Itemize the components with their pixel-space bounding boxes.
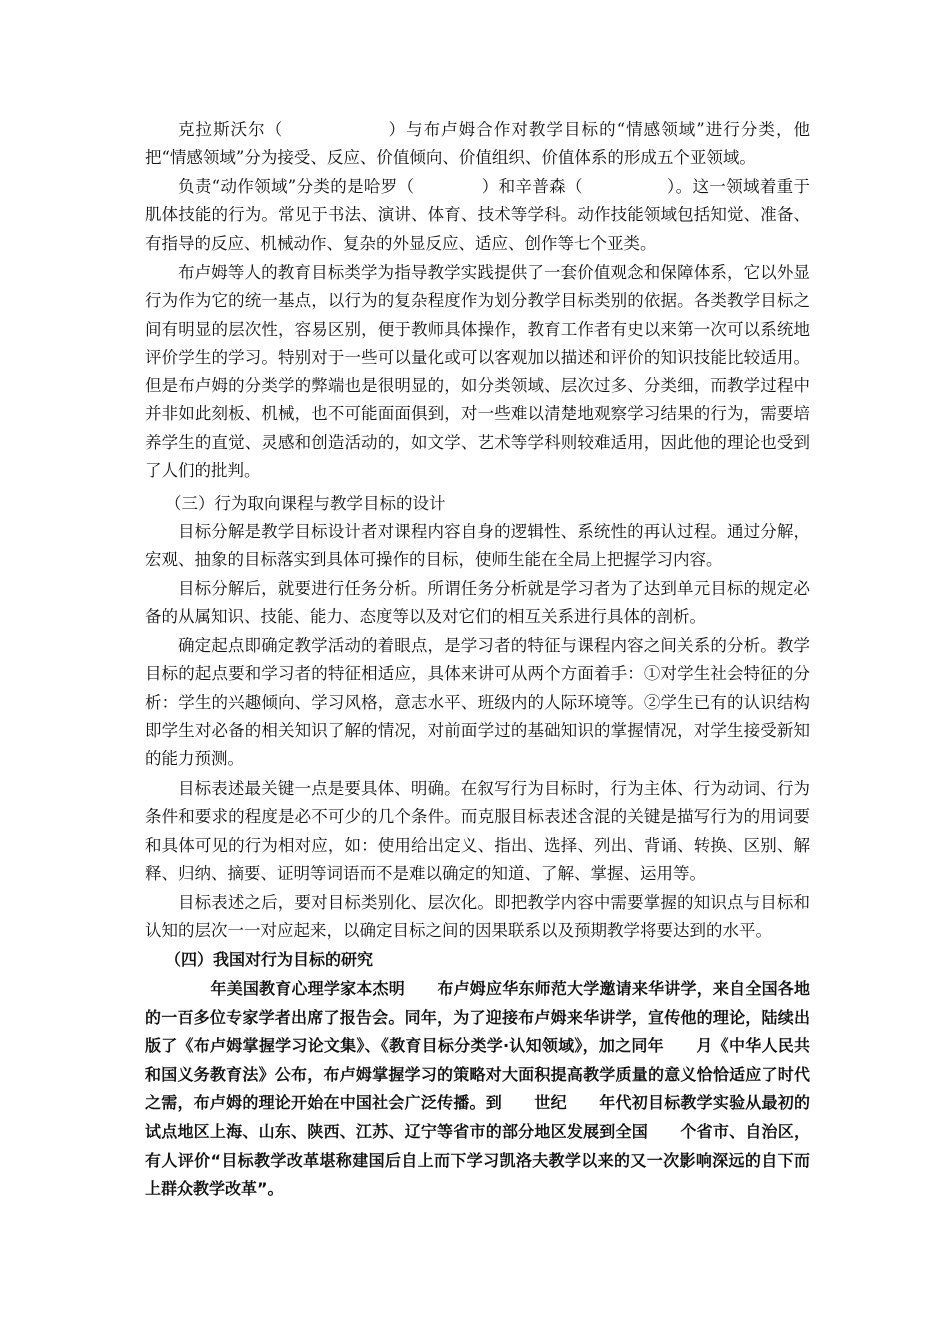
paragraph-goal-decomposition: 目标分解是教学目标设计者对课程内容自身的逻辑性、系统性的再认过程。通过分解，宏观、抽象的目标落实到具体可操作的目标，使师生能在全局上把握学习内容。: [145, 522, 810, 570]
paragraph-krathwohl: 克拉斯沃尔（ ）与布卢姆合作对教学目标的“情感领域”进行分类，他把“情感领域”分为接受、反应、价值倾向、价值组织、价值体系的形成五个亚领域。: [145, 120, 810, 168]
paragraph-task-analysis: 目标分解后，就要进行任务分析。所谓任务分析就是学习者为了达到单元目标的规定必备的从属知识、技能、能力、态度等以及对它们的相互关系进行具体的剖析。: [145, 579, 810, 627]
paragraph-bloom-evaluation: 布卢姆等人的教育目标类学为指导教学实践提供了一套价值观念和保障体系，它以外显行为作为它的统一基点，以行为的复杂程度作为划分教学目标类别的依据。各类教学目标之间有明显的层次性，容易区别，便于教师具体操作，教育工作者有史以来第一次可以系统地评价学生的学习。特别对于一些可以量化或可以客观加以描述和评价的知识技能比较适用。但是布卢姆的分类学的弊端也是很明显的，如分类领域、层次过多、分类细，而教学过程中并非如此刻板、机械，也不可能面面俱到，对一些难以清楚地观察学习结果的行为，需要培养学生的直觉、灵感和创造活动的，如文学、艺术等学科则较难适用，因此他的理论也受到了人们的批判。: [145, 263, 810, 481]
section-heading-3: （三）行为取向课程与教学目标的设计: [165, 494, 446, 513]
paragraph-china-research: 年美国教育心理学家本杰明 布卢姆应华东师范大学邀请来华讲学，来自全国各地的一百多位专家学者出席了报告会。同年，为了迎接布卢姆来华讲学，宣传他的理论，陆续出版了《布卢姆掌握学习论文集》、《教育目标分类学·认知领域》，加之同年 月《中华人民共和国义务教育法》公布，布卢姆掌握学习的策略对大面积提高教学质量的意义恰恰适应了时代之需，布卢姆的理论开始在中国社会广泛传播。到 世纪 年代初目标教学实验从最初的试点地区上海、山东、陕西、江苏、辽宁等省市的部分地区发展到全国 个省市、自治区，有人评价“目标教学改革堪称建国后自上而下学习凯洛夫教学以来的又一次影响深远的自下而上群众教学改革”。: [145, 979, 810, 1199]
paragraph-psychomotor-domain: 负责“动作领域”分类的是哈罗（ ）和辛普森（ ）。这一领域着重于肌体技能的行为。常见于书法、演讲、体育、技术等学科。动作技能领域包括知觉、准备、有指导的反应、机械动作、复杂的外显反应、适应、创作等七个亚类。: [145, 177, 810, 253]
paragraph-starting-point: 确定起点即确定教学活动的着眼点，是学习者的特征与课程内容之间关系的分析。教学目标的起点要和学习者的特征相适应，具体来讲可从两个方面着手：①对学生社会特征的分析：学生的兴趣倾向、学习风格，意志水平、班级内的人际环境等。②学生已有的认识结构即学生对必备的相关知识了解的情况，对前面学过的基础知识的掌握情况，对学生接受新知的能力预测。: [145, 636, 810, 769]
paragraph-goal-statement: 目标表述最关键一点是要具体、明确。在叙写行为目标时，行为主体、行为动词、行为条件和要求的程度是必不可少的几个条件。而克服目标表述含混的关键是描写行为的用词要和具体可见的行为相对应，如：使用给出定义、指出、选择、列出、背诵、转换、区别、解释、归纳、摘要、证明等词语而不是难以确定的知道、了解、掌握、运用等。: [145, 779, 810, 883]
paragraph-goal-hierarchy: 目标表述之后，要对目标类别化、层次化。即把教学内容中需要掌握的知识点与目标和认知的层次一一对应起来，以确定目标之间的因果联系以及预期教学将要达到的水平。: [145, 893, 810, 941]
section-heading-4: （四）我国对行为目标的研究: [165, 950, 374, 969]
